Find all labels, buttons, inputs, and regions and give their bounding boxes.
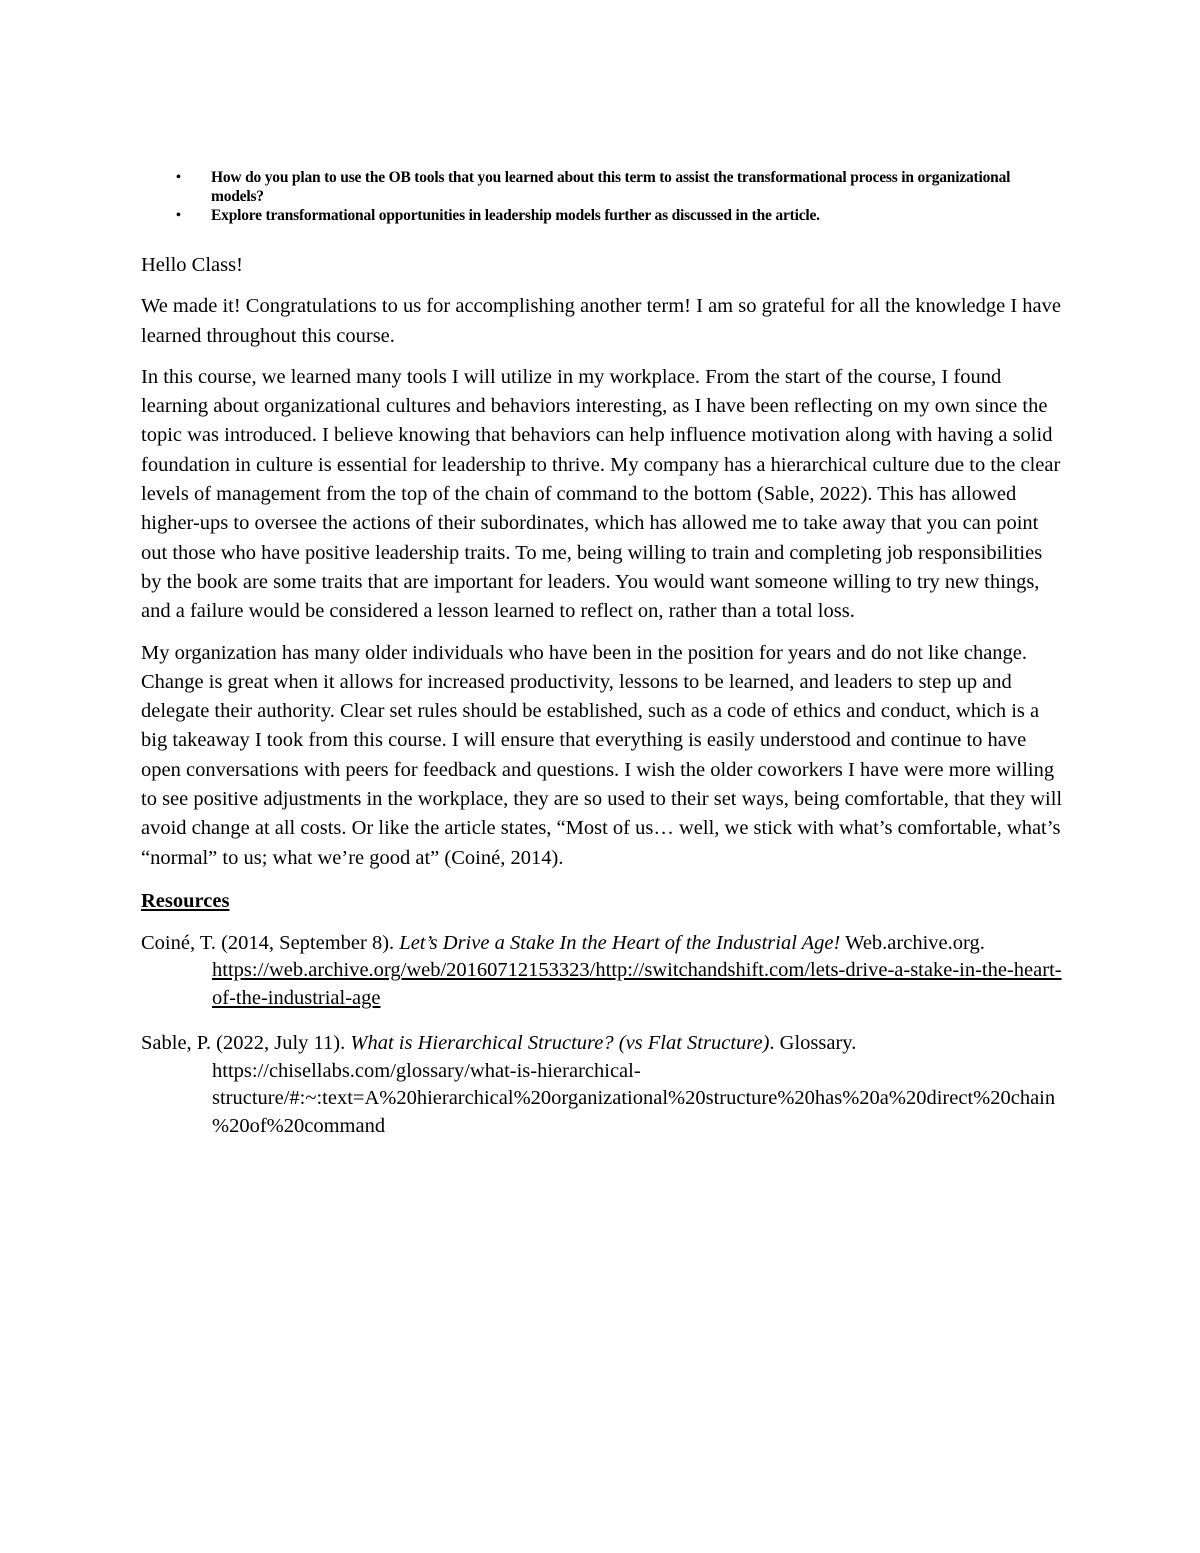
reference-author-date: Coiné, T. (2014, September 8). xyxy=(141,931,400,954)
resources-heading: Resources xyxy=(141,889,230,912)
prompt-list xyxy=(141,168,1066,225)
prompt-text: How do you plan to use the OB tools that you learned about this term to assist the transformational process in organizational models? xyxy=(211,169,1011,205)
bullet-icon: • xyxy=(176,170,181,185)
bullet-icon: • xyxy=(176,208,181,223)
reference-source: Web.archive.org. xyxy=(840,931,985,954)
reference-url: https://chisellabs.com/glossary/what-is-hierarchical-structure/#:~:text=A%20hierarchical%20organizational%20structure%20has%20a%20direct%20chain%20of%20command xyxy=(212,1059,1056,1137)
prompt-text: Explore transformational opportunities in leadership models further as discussed in the article. xyxy=(211,207,820,224)
paragraph-tools: In this course, we learned many tools I will utilize in my workplace. From the start of the course, I found learning about organizational cultures and behaviors interesting, as I have been reflecting on my own since the topic was introduced. I believe knowing that behaviors can help influence motivation along with having a solid foundation in culture is essential for leadership to thrive. My company has a hierarchical culture due to the clear levels of management from the top of the chain of command to the bottom (Sable, 2022). This has allowed higher-ups to oversee the actions of their subordinates, which has allowed me to take away that you can point out those who have positive leadership traits. To me, being willing to train and completing job responsibilities by the book are some traits that are important for leaders. You would want someone willing to try new things, and a failure would be considered a lesson learned to reflect on, rather than a total loss. xyxy=(141,365,1061,623)
document-page xyxy=(141,168,1066,1158)
reference-url-link[interactable]: https://web.archive.org/web/20160712153323/http://switchandshift.com/lets-drive-a-stake-in-the-heart-of-the-industrial-age xyxy=(212,959,1062,1009)
greeting: Hello Class! xyxy=(141,254,243,276)
paragraph-change: My organization has many older individuals who have been in the position for years and do not like change. Change is great when it allows for increased productivity, lessons to be learned, and leaders to step up and delegate their authority. Clear set rules should be established, such as a code of ethics and conduct, which is a big takeaway I took from this course. I will ensure that everything is easily understood and continue to have open conversations with peers for feedback and questions. I wish the older coworkers I have were more willing to see positive adjustments in the workplace, they are so used to their set ways, being comfortable, that they will avoid change at all costs. Or like the article states, “Most of us… well, we stick with what’s comfortable, what’s “normal” to us; what we’re good at” (Coiné, 2014). xyxy=(141,641,1063,869)
prompt-item xyxy=(141,168,1066,206)
reference-sable xyxy=(141,1030,1066,1140)
reference-source: . Glossary. xyxy=(769,1032,857,1055)
reference-title: What is Hierarchical Structure? (vs Flat Structure) xyxy=(350,1032,770,1055)
prompt-item xyxy=(141,206,1066,225)
reference-coine xyxy=(141,930,1066,1013)
reference-title: Let’s Drive a Stake In the Heart of the Industrial Age! xyxy=(399,931,841,954)
reference-author-date: Sable, P. (2022, July 11). xyxy=(141,1032,351,1055)
paragraph-intro: We made it! Congratulations to us for accomplishing another term! I am so grateful for all the knowledge I have learned throughout this course. xyxy=(141,295,1061,347)
